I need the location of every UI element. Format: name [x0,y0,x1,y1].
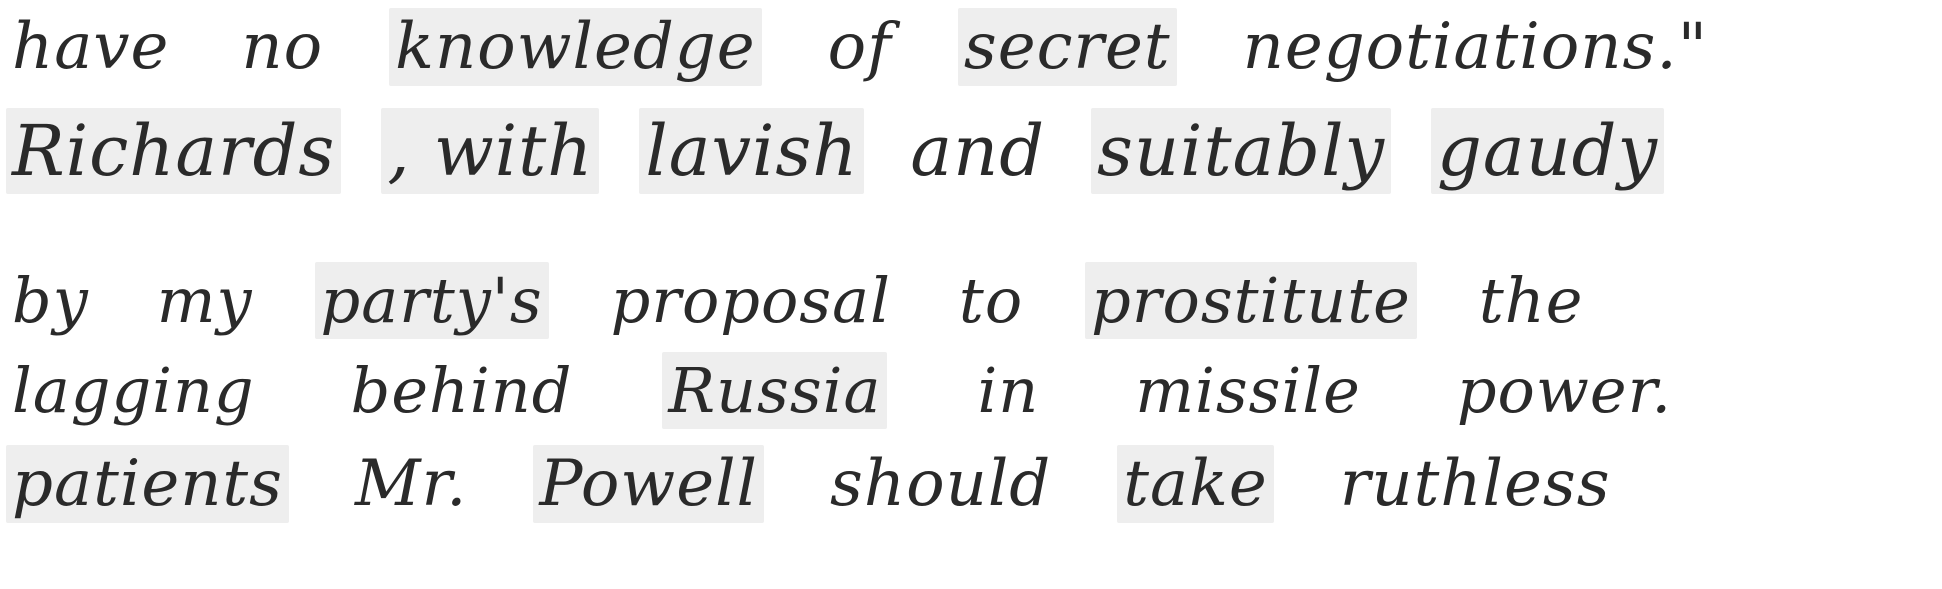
word: by [12,264,89,337]
word: Mr. [354,447,468,521]
word: suitably [1091,108,1391,194]
word: have [12,10,170,84]
word: ruthless [1339,447,1611,521]
word: my [156,264,253,337]
word: take [1117,445,1274,523]
word: the [1478,264,1584,337]
word: lavish [639,108,864,194]
word: should [830,447,1052,521]
word: Richards [6,108,341,194]
word: knowledge [389,8,761,86]
word: and [910,110,1046,192]
word: behind [350,354,573,427]
word: proposal [610,264,891,337]
word: , with [381,108,599,194]
word: missile [1135,354,1361,427]
word: power. [1456,354,1673,427]
word: to [958,264,1024,337]
word: of [827,10,892,84]
text-line-2 [6,108,1704,194]
text-line-1 [6,8,1774,86]
word: in [977,354,1040,427]
word: Powell [533,445,764,523]
text-line-3 [6,262,1645,339]
word: party's [315,262,549,339]
word: secret [958,8,1177,86]
word: patients [6,445,289,523]
word: Russia [662,352,887,429]
word: gaudy [1431,108,1664,194]
word: prostitute [1085,262,1417,339]
text-line-5 [6,445,1677,523]
word: no [241,10,324,84]
word: lagging [12,354,255,427]
text-line-4 [6,352,1762,429]
word: negotiations." [1242,10,1709,84]
